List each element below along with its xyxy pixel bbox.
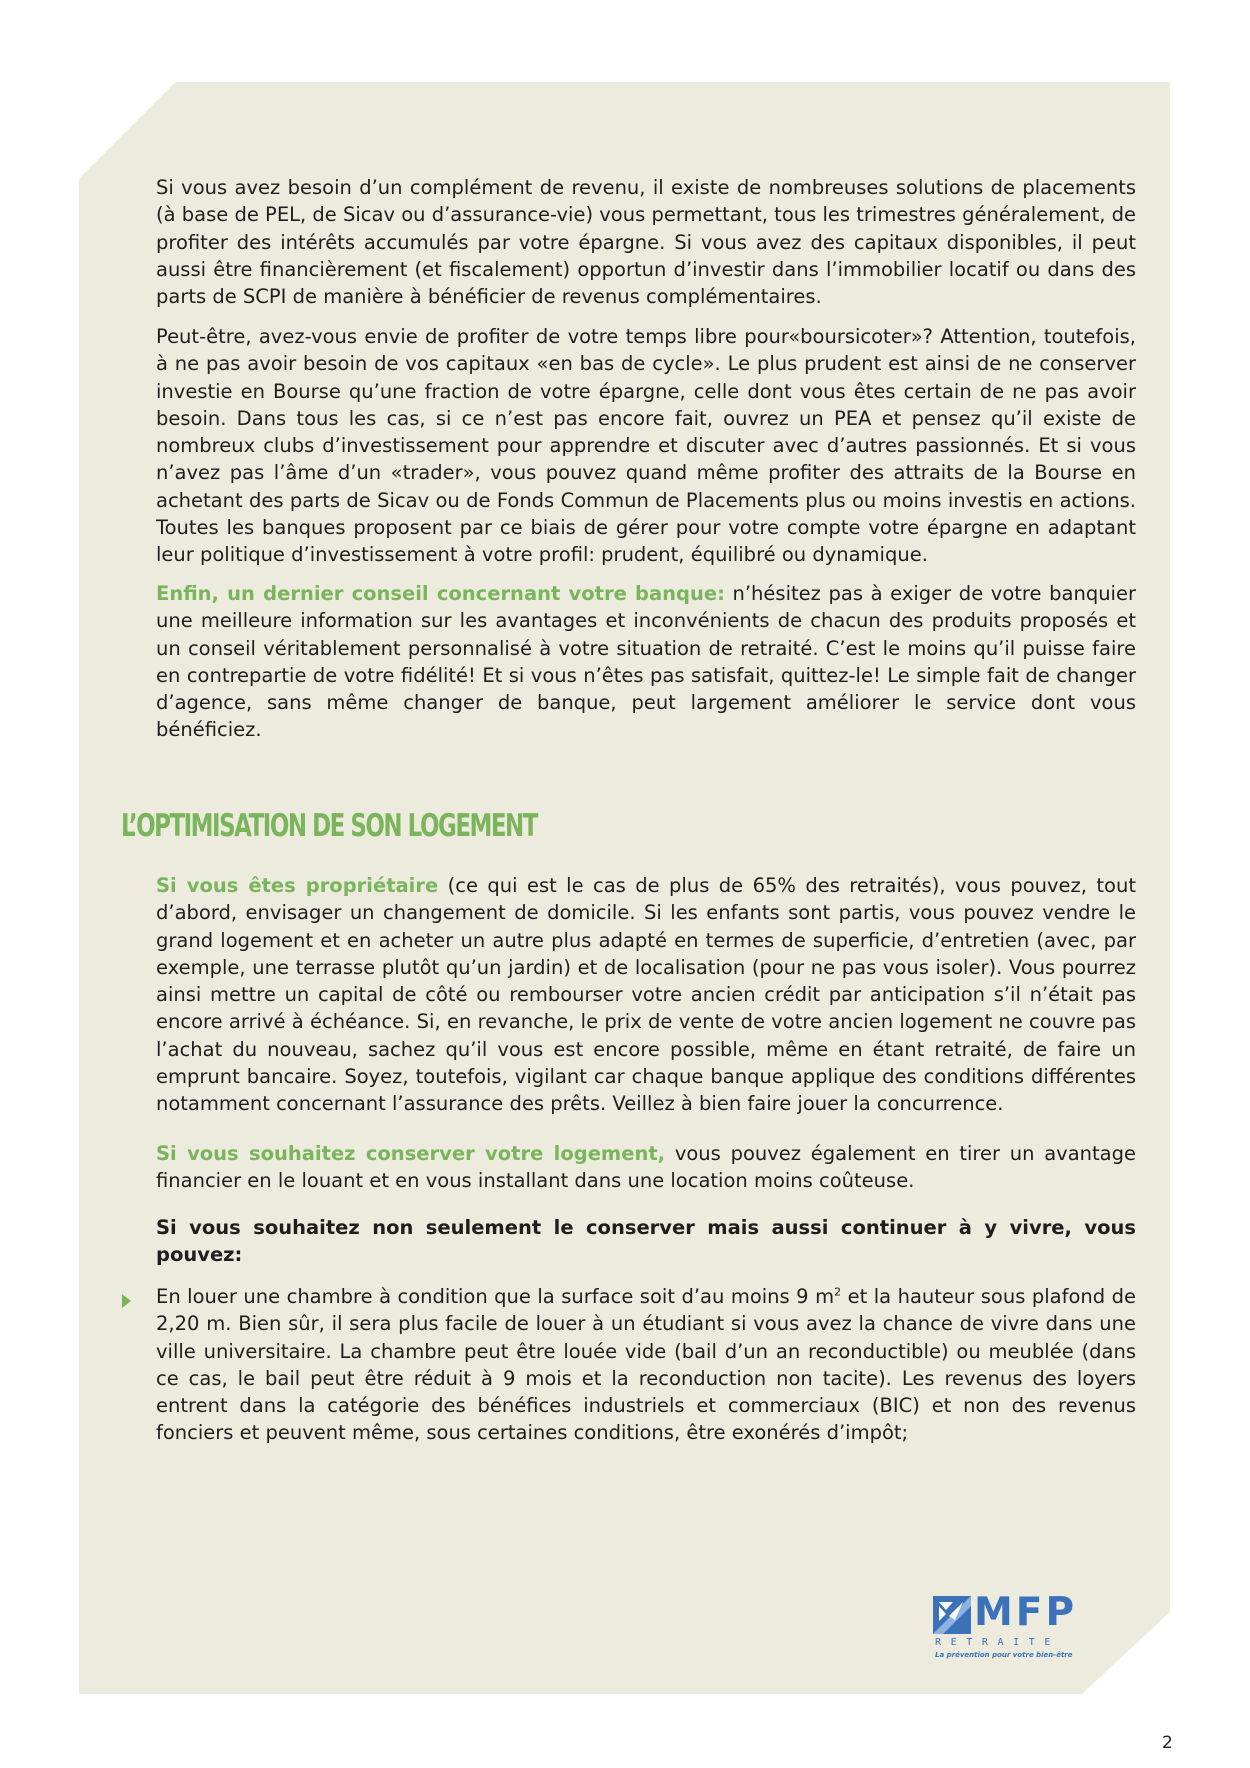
- page-number: 2: [1162, 1733, 1173, 1753]
- paragraph-income: Si vous avez besoin d’un complément de revenu, il existe de nombreuses solutions de placements (à base de PEL, de Sicav ou d’assurance-vie) vous permettant, tous les trimestres généralement, de profiter des intérêts accumulés par votre épargne. Si vous avez des capitaux disponibles, il peut aussi être financièrement (et fiscalement) opportun d’investir dans l’immobilier locatif ou dans des parts de SCPI de manière à bénéficier de revenus complémentaires.: [156, 176, 1136, 309]
- logo-subtitle: RETRAITE: [935, 1637, 1060, 1648]
- superscript-2: 2: [834, 1285, 842, 1299]
- paragraph-stock-market: Peut-être, avez-vous envie de profiter de votre temps libre pour«boursicoter»? Attention, toutefois, à ne pas avoir besoin de vos capitaux «en bas de cycle». Le plus prudent est ainsi de ne conserver investie en Bourse qu’une fraction de votre épargne, celle dont vous êtes certain de ne pas avoir besoin. Dans tous les cas, si ce n’est pas encore fait, ouvrez un PEA et pensez qu’il existe de nombreux clubs d’investissement pour apprendre et discuter avec d’autres passionnés. Et si vous n’avez pas l’âme d’un «trader», vous pouvez quand même profiter des attraits de la Bourse en achetant des parts de Sicav ou de Fonds Commun de Placements plus ou moins investis en actions. Toutes les banques proposent par ce biais de gérer pour votre compte votre épargne en adaptant leur politique d’investissement à votre profil: prudent, équilibré ou dynamique.: [156, 325, 1136, 567]
- bullet-item-rent-room: [156, 1283, 1136, 1447]
- bank-advice-lead: Enfin, un dernier conseil concernant votre banque:: [156, 582, 725, 605]
- paragraph-bank-advice: [156, 580, 1136, 744]
- keep-home-text: vous pouvez également en tirer un avantage financier en le louant et en vous installant dans une location moins coûteuse.: [156, 1142, 1137, 1193]
- bullet-text-b: et la hauteur sous plafond de 2,20 m. Bien sûr, il sera plus facile de louer à un étudiant si vous avez la chance de vivre dans une ville universitaire. La chambre peut être louée vide (bail d’un an reconductible) ou meublée (dans ce cas, le bail peut être réduit à 9 mois et la reconduction non tacite). Les revenus des loyers entrent dans la catégorie des bénéfices industriels et commerciaux (BIC) et non des revenus fonciers et peuvent même, sous certaines conditions, être exonérés d’impôt;: [156, 1285, 1137, 1445]
- paragraph-owner: [156, 872, 1136, 1118]
- bank-advice-text: n’hésitez pas à exiger de votre banquier une meilleure information sur les avantages et inconvénients de chacun des produits proposés et un conseil véritablement personnalisé à votre situation de retraité. C’est le moins qu’il puisse faire en contrepartie de votre fidélité! Et si vous n’êtes pas satisfait, quittez-le! Le simple fait de changer d’agence, sans même changer de banque, peut largement améliorer le service dont vous bénéficiez.: [156, 582, 1136, 742]
- paragraph-keep-and-live: Si vous souhaitez non seulement le conserver mais aussi continuer à y vivre, vous pouvez:: [156, 1216, 1136, 1267]
- logo-tagline: La prévention pour votre bien-être: [935, 1651, 1073, 1659]
- keep-home-lead: Si vous souhaitez conserver votre logement,: [156, 1142, 666, 1165]
- owner-text: (ce qui est le cas de plus de 65% des retraités), vous pouvez, tout d’abord, envisager un changement de domicile. Si les enfants sont partis, vous pouvez vendre le grand logement et en acheter un autre plus adapté en termes de superficie, d’entretien (avec, par exemple, une terrasse plutôt qu’un jardin) et de localisation (pour ne pas vous isoler). Vous pourrez ainsi mettre un capital de côté ou rembourser votre ancien crédit par anticipation s’il n’était pas encore arrivé à échéance. Si, en revanche, le prix de vente de votre ancien logement ne couvre pas l’achat du nouveau, sachez qu’il vous est encore possible, même en étant retraité, de faire un emprunt bancaire. Soyez, toutefois, vigilant car chaque banque applique des conditions différentes notamment concernant l’assurance des prêts. Veillez à bien faire jouer la concurrence.: [156, 874, 1136, 1116]
- paragraph-keep-home: [156, 1140, 1136, 1195]
- section-heading: L’OPTIMISATION DE SON LOGEMENT: [121, 808, 537, 844]
- mfp-logo-icon: [933, 1596, 971, 1634]
- bullet-arrow-icon: [122, 1294, 131, 1308]
- bullet-text-a: En louer une chambre à condition que la surface soit d’au moins 9 m: [156, 1285, 835, 1308]
- mfp-logo: [933, 1590, 1078, 1660]
- owner-lead: Si vous êtes propriétaire: [156, 874, 439, 897]
- logo-name: MFP: [974, 1590, 1078, 1635]
